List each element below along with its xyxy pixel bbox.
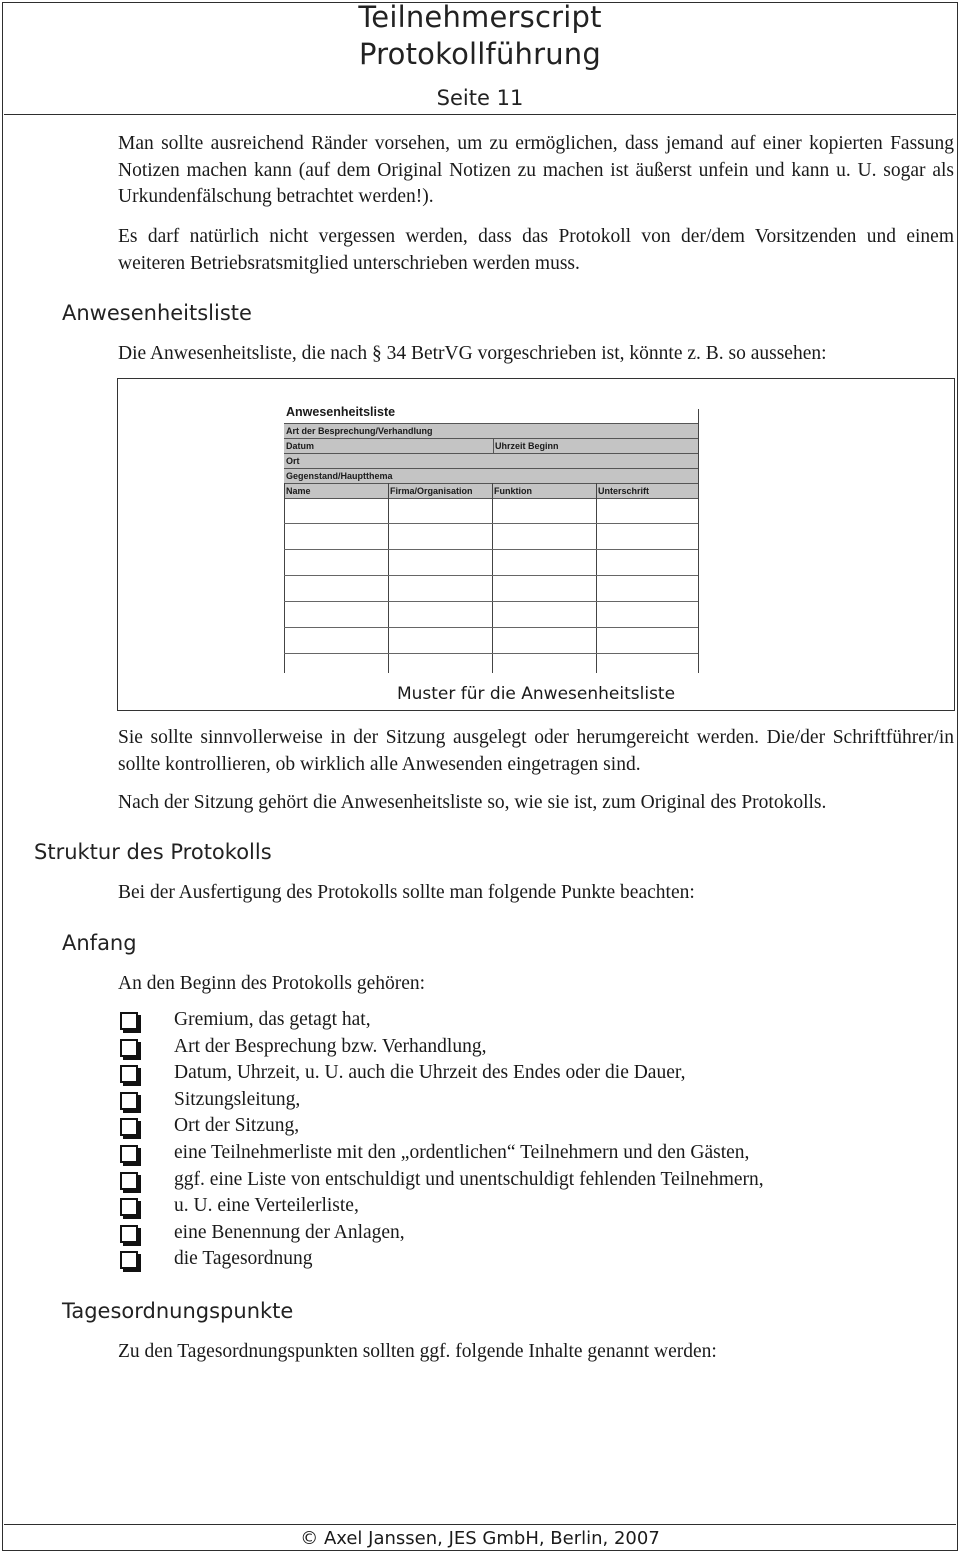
- checkbox-icon: [120, 1118, 138, 1136]
- paragraph-auslegen: Sie sollte sinnvollerweise in der Sitzung ausgelegt oder herumgereicht werden. Die/der Schriftführer/in sollte kontrollieren, ob wirklich alle Anwesenden eingetragen sind.: [118, 727, 954, 775]
- grid-line: [596, 483, 597, 673]
- form-label-art: Art der Besprechung/Verhandlung: [286, 426, 433, 436]
- checkbox-icon: [120, 1225, 138, 1243]
- list-item: u. U. eine Verteilerliste,: [118, 1193, 918, 1220]
- grid-line: [284, 653, 698, 654]
- paragraph-struktur-intro: Bei der Ausfertigung des Protokolls sollte man folgende Punkte beachten:: [118, 882, 695, 903]
- list-item: Art der Besprechung bzw. Verhandlung,: [118, 1034, 918, 1061]
- header-subtitle: Protokollführung: [359, 37, 601, 71]
- attendance-list-figure: [117, 378, 955, 711]
- grid-line: [284, 575, 698, 576]
- grid-line: [388, 483, 389, 673]
- figure-caption: Muster für die Anwesenheitsliste: [396, 684, 676, 704]
- paragraph-top-intro: Zu den Tagesordnungspunkten sollten ggf. folgende Inhalte genannt werden:: [118, 1341, 717, 1362]
- footer-divider: [4, 1524, 956, 1525]
- form-column-firma: Firma/Organisation: [390, 486, 473, 496]
- grid-line: [284, 483, 285, 673]
- form-row-datum: [284, 438, 698, 454]
- checklist: [118, 1007, 918, 1273]
- form-title: Anwesenheitsliste: [286, 405, 396, 419]
- heading-struktur: Struktur des Protokolls: [34, 840, 272, 864]
- grid-line: [284, 601, 698, 602]
- checkbox-icon: [120, 1251, 138, 1269]
- form-label-datum: Datum: [286, 441, 315, 451]
- list-item: Datum, Uhrzeit, u. U. auch die Uhrzeit des Endes oder die Dauer,: [118, 1060, 918, 1087]
- list-item: eine Benennung der Anlagen,: [118, 1220, 918, 1247]
- form-column-funktion: Funktion: [494, 486, 532, 496]
- page-number: Seite 11: [436, 86, 524, 110]
- form-header-row: [284, 483, 698, 499]
- checkbox-icon: [120, 1172, 138, 1190]
- heading-anwesenheitsliste: Anwesenheitsliste: [62, 301, 252, 325]
- paragraph-anwesenheitsliste-intro: Die Anwesenheitsliste, die nach § 34 BetrVG vorgeschrieben ist, könnte z. B. so aussehen:: [118, 343, 827, 364]
- header-divider: [4, 114, 956, 115]
- paragraph-anfang-intro: An den Beginn des Protokolls gehören:: [118, 973, 426, 994]
- list-item: die Tagesordnung: [118, 1246, 918, 1273]
- heading-anfang: Anfang: [62, 931, 137, 955]
- list-item: Ort der Sitzung,: [118, 1113, 918, 1140]
- checkbox-icon: [120, 1065, 138, 1083]
- form-label-ort: Ort: [286, 456, 300, 466]
- paragraph-nach-sitzung: Nach der Sitzung gehört die Anwesenheitsliste so, wie sie ist, zum Original des Protokolls.: [118, 792, 827, 813]
- list-item: Gremium, das getagt hat,: [118, 1007, 918, 1034]
- list-item: Sitzungsleitung,: [118, 1087, 918, 1114]
- paragraph-margins: Man sollte ausreichend Ränder vorsehen, um zu ermöglichen, dass jemand auf einer kopierten Fassung Notizen machen kann (auf dem Original Notizen zu machen ist äußerst unfein und kann u. U. sogar als Urkundenfälschung betrachtet werden!).: [118, 133, 954, 207]
- grid-line: [698, 409, 699, 673]
- heading-tagesordnungspunkte: Tagesordnungspunkte: [62, 1299, 294, 1323]
- header-title: Teilnehmerscript: [358, 0, 602, 34]
- grid-line: [284, 523, 698, 524]
- grid-line: [284, 627, 698, 628]
- list-item: eine Teilnehmerliste mit den „ordentlichen“ Teilnehmern und den Gästen,: [118, 1140, 918, 1167]
- checkbox-icon: [120, 1039, 138, 1057]
- form-row-gegenstand: [284, 468, 698, 484]
- form-column-name: Name: [286, 486, 311, 496]
- form-label-gegenstand: Gegenstand/Hauptthema: [286, 471, 393, 481]
- form-column-unterschrift: Unterschrift: [598, 486, 650, 496]
- checkbox-icon: [120, 1012, 138, 1030]
- footer-copyright: © Axel Janssen, JES GmbH, Berlin, 2007: [300, 1528, 660, 1549]
- checkbox-icon: [120, 1145, 138, 1163]
- form-row-art: [284, 423, 698, 439]
- checkbox-icon: [120, 1092, 138, 1110]
- grid-line: [284, 549, 698, 550]
- form-row-ort: [284, 453, 698, 469]
- checkbox-icon: [120, 1198, 138, 1216]
- list-item: ggf. eine Liste von entschuldigt und unentschuldigt fehlenden Teilnehmern,: [118, 1167, 918, 1194]
- paragraph-signature: Es darf natürlich nicht vergessen werden, dass das Protokoll von der/dem Vorsitzenden und einem weiteren Betriebsratsmitglied unterschrieben werden muss.: [118, 226, 954, 274]
- form-label-uhrzeit: Uhrzeit Beginn: [495, 441, 559, 451]
- grid-line: [492, 483, 493, 673]
